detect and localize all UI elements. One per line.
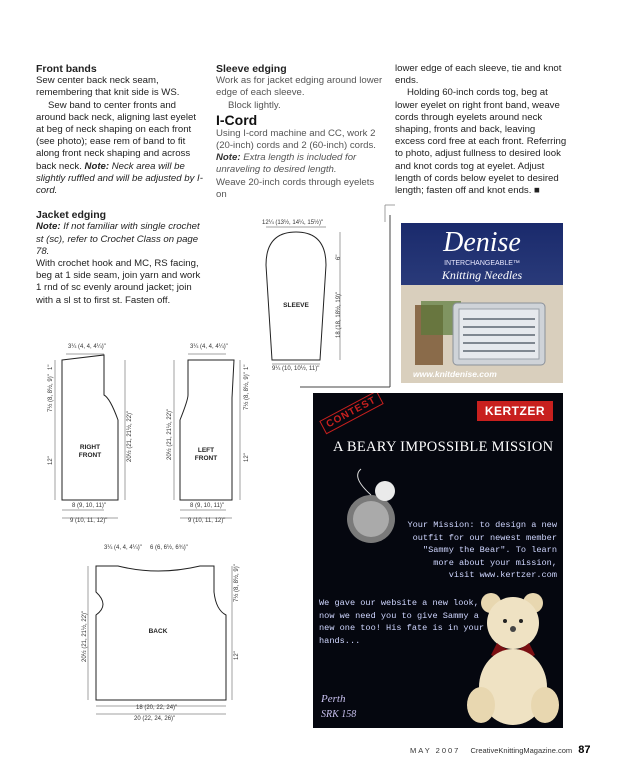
kertzer-mission-text: Your Mission: to design a new outfit for our newest member "Sammy the Bear". To learn more about your mission, visit www.kertzer.com [407, 520, 557, 580]
front-bands-para-1: Sew center back neck seam, remembering that knit side is WS. [36, 75, 180, 99]
col3-para-2: Holding 60-inch cords tog, beg at lower eyelet on right front band, weave cords through eyelets around neck shaping, fronts and back, leaving excess cord free at each front. Referring to photo, adjust fullness to desired look and knot cords tog at eyelet. Adjust length of cords below eyelet to desired length; fasten off and knot ends. ■ [395, 87, 567, 197]
jacket-note-label: Note: [36, 221, 61, 233]
sleeve-para-2: Block lightly. [228, 99, 281, 111]
right-front-top-dim: 3¼ (4, 4, 4¼)" [68, 344, 106, 350]
sleeve-para: Work as for jacket edging around lower edge of each sleeve. [216, 75, 383, 99]
left-front-right-lower-dim: 12" [244, 453, 250, 462]
right-front-outline [62, 355, 118, 500]
denise-product: Knitting Needles [441, 268, 523, 282]
back-left-dim: 20½ (21, 21½, 22)" [82, 610, 88, 662]
teddy-bear-photo [463, 585, 563, 728]
jacket-edging-heading: Jacket edging [36, 209, 107, 222]
sleeve-label: SLEEVE [283, 302, 309, 309]
icord-heading: I-Cord [216, 111, 258, 128]
sleeve-outline [266, 232, 326, 360]
back-right-upper-dim: 7½ (8, 8½, 9)" [234, 564, 240, 602]
right-front-top-small-dim: 1" [48, 364, 54, 370]
left-front-top-small-dim: 1" [244, 364, 250, 370]
page-number: 87 [578, 744, 591, 756]
jacket-note-text: If not familiar with single crochet st (sc), refer to Crochet Class on page 78. [36, 221, 200, 257]
back-top-mid-dim: 6 (6, 6½, 6¾)" [150, 545, 188, 551]
right-front-right-dim: 20½ (21, 21½, 22)" [127, 410, 133, 462]
left-front-left-dim: 20½ (21, 21½, 22)" [167, 408, 173, 460]
page-footer [410, 744, 591, 756]
back-label: BACK [148, 628, 168, 635]
footer-site: CreativeKnittingMagazine.com [470, 746, 573, 755]
yarn-code: SRK 158 [321, 709, 357, 720]
denise-ad[interactable] [401, 223, 563, 383]
left-front-bottom-dim-2: 9 (10, 11, 12)" [188, 518, 226, 524]
icord-note-label: Note: [216, 152, 241, 164]
kertzer-ad[interactable] [313, 393, 563, 728]
back-bottom-dim-2: 20 (22, 24, 26)" [134, 716, 176, 722]
back-top-left-dim: 3¼ (4, 4, 4¼)" [104, 545, 142, 551]
sleeve-right-lower-dim: 18 (18, 18½, 19)" [336, 291, 342, 338]
sleeve-bottom-dim: 9¼ (10, 10½, 11)" [272, 366, 320, 372]
contest-stamp: CONTEST [319, 393, 383, 434]
col3-para-1: lower edge of each sleeve, tie and knot ends. [395, 63, 562, 87]
kertzer-title: A BEARY IMPOSSIBLE MISSION [333, 439, 554, 455]
right-front-bottom-dim-2: 9 (10, 11, 12)" [70, 518, 108, 524]
left-front-label: LEFT FRONT [194, 447, 218, 462]
denise-brand: Denise [443, 227, 521, 258]
sleeve-edging-heading: Sleeve edging [216, 63, 287, 75]
left-front-bottom-dim-1: 8 (9, 10, 11)" [190, 503, 225, 509]
back-bottom-dim-1: 18 (20, 22, 24)" [136, 705, 178, 711]
front-bands-heading: Front bands [36, 63, 97, 75]
bear-bomb-illustration [331, 467, 411, 547]
icord-para-2: Weave 20-inch cords through eyelets on [216, 176, 375, 200]
kertzer-website-text: We gave our website a new look, now we need you to give Sammy a new one too! His fate is in your hands... [319, 598, 485, 646]
icord-para: Using I-cord machine and CC, work 2 (20-inch) cords and 2 (60-inch) cords. [216, 127, 376, 152]
yarn-name: Perth [321, 693, 346, 705]
right-front-bottom-dim-1: 8 (9, 10, 11)" [72, 503, 107, 509]
denise-tagline: INTERCHANGEABLE™ [444, 260, 520, 267]
front-bands-note-label: Note: [84, 160, 110, 172]
sleeve-right-upper-dim: 6" [336, 254, 342, 260]
footer-month: MAY 2007 [410, 746, 461, 755]
right-front-left-lower-dim: 12" [48, 456, 54, 465]
icord-note-text: Extra length is included for unraveling to desired length. [216, 152, 357, 176]
jacket-para: With crochet hook and MC, RS facing, beg at 1 side seam, join yarn and work 1 rnd of sc evenly around jacket; join with a sl st to first st. Fasten off. [36, 258, 201, 306]
right-front-left-upper-dim: 7½ (8, 8½, 9)" [48, 374, 54, 412]
kertzer-logo: KERTZER [477, 401, 553, 421]
front-bands-para-2-text: Sew band to center fronts and around back neck, aligning last eyelet at beg of neck shaping on each front (see photo); ease rem of band to fit along front neck shaping and across back neck. [36, 99, 196, 172]
left-front-top-dim: 3¼ (4, 4, 4¼)" [190, 344, 228, 350]
left-front-right-upper-dim: 7½ (8, 8½, 9)" [244, 372, 250, 410]
back-right-lower-dim: 12" [234, 651, 240, 660]
left-front-outline [180, 360, 234, 500]
denise-url[interactable]: www.knitdenise.com [413, 369, 497, 379]
right-front-label: RIGHT FRONT [78, 444, 102, 459]
sleeve-top-dim: 12¼ (13½, 14¼, 15½)" [262, 220, 324, 226]
front-bands-note: Neck area will be slightly ruffled and will be adjusted by I-cord. [36, 160, 203, 197]
